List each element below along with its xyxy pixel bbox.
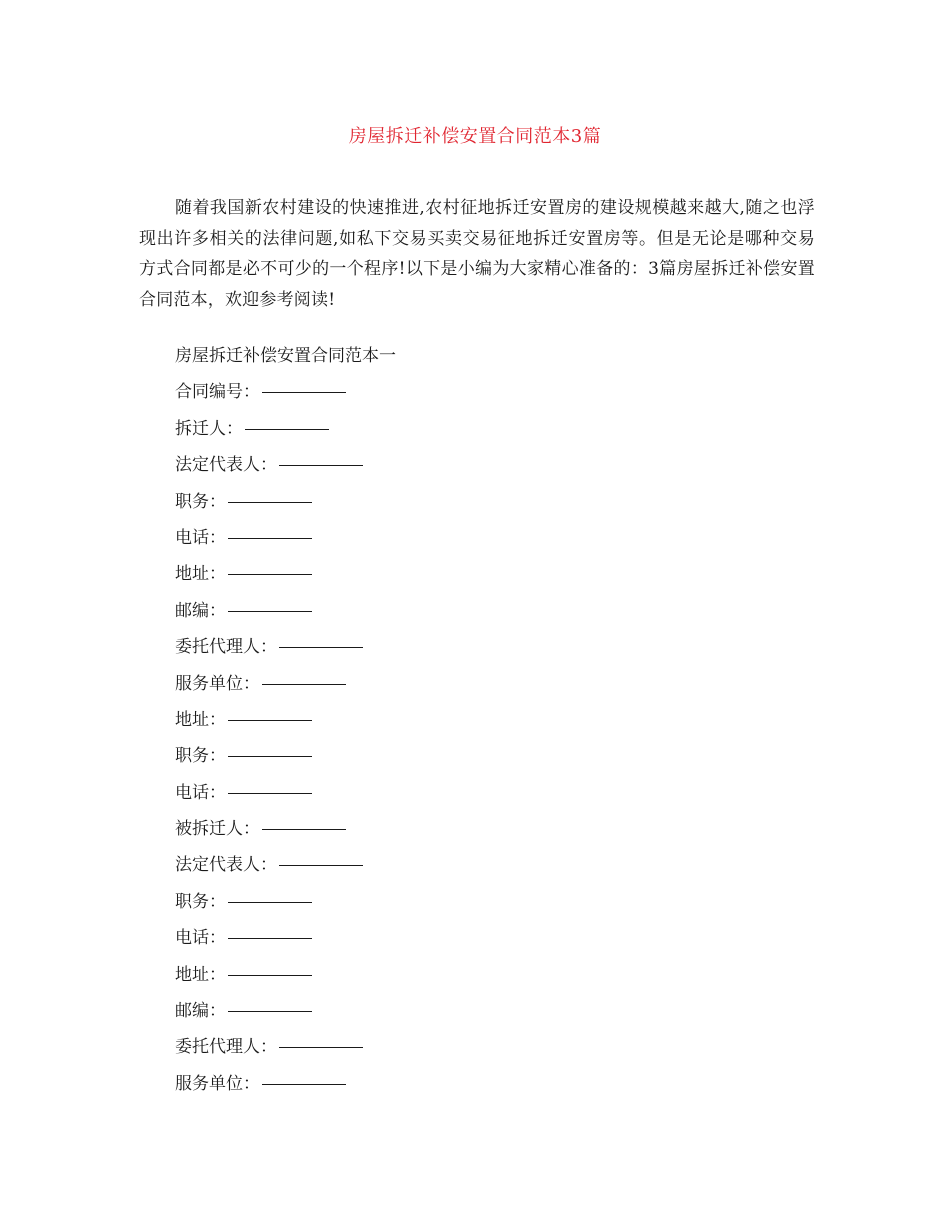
field-label: 委托代理人： bbox=[175, 637, 277, 658]
contract-field bbox=[175, 666, 815, 702]
field-blank-line bbox=[279, 845, 363, 866]
field-blank-line bbox=[262, 1064, 346, 1085]
contract-field bbox=[175, 1029, 815, 1065]
contract-field bbox=[175, 847, 815, 883]
contract-field bbox=[175, 411, 815, 447]
field-label: 电话： bbox=[175, 527, 226, 548]
field-label: 邮编： bbox=[175, 600, 226, 621]
field-label: 电话： bbox=[175, 782, 226, 803]
contract-field bbox=[175, 920, 815, 956]
field-blank-line bbox=[228, 554, 312, 575]
contract-field bbox=[175, 520, 815, 556]
document-title: 房屋拆迁补偿安置合同范本3篇 bbox=[348, 126, 602, 147]
contract-field bbox=[175, 1066, 815, 1102]
field-blank-line bbox=[228, 736, 312, 757]
field-label: 拆迁人： bbox=[175, 418, 243, 439]
field-label: 法定代表人： bbox=[175, 855, 277, 876]
field-label: 法定代表人： bbox=[175, 455, 277, 476]
field-blank-line bbox=[228, 482, 312, 503]
contract-field bbox=[175, 447, 815, 483]
contract-field bbox=[175, 374, 815, 410]
contract-field-list bbox=[175, 338, 815, 1102]
field-blank-line bbox=[228, 991, 312, 1012]
contract-field bbox=[175, 484, 815, 520]
field-label: 合同编号： bbox=[175, 382, 260, 403]
field-blank-line bbox=[245, 409, 329, 430]
field-blank-line bbox=[262, 809, 346, 830]
field-blank-line bbox=[262, 372, 346, 393]
field-blank-line bbox=[279, 627, 363, 648]
contract-field bbox=[175, 702, 815, 738]
contract-field bbox=[175, 629, 815, 665]
field-label: 服务单位： bbox=[175, 673, 260, 694]
field-blank-line bbox=[279, 1027, 363, 1048]
field-blank-line bbox=[228, 518, 312, 539]
field-blank-line bbox=[228, 773, 312, 794]
field-label: 邮编： bbox=[175, 1001, 226, 1022]
contract-field bbox=[175, 775, 815, 811]
field-blank-line bbox=[228, 700, 312, 721]
field-blank-line bbox=[228, 591, 312, 612]
field-label: 委托代理人： bbox=[175, 1037, 277, 1058]
contract-field bbox=[175, 738, 815, 774]
intro-paragraph: 随着我国新农村建设的快速推进,农村征地拆迁安置房的建设规模越来越大,随之也浮现出许多相关的法律问题,如私下交易买卖交易征地拆迁安置房等。但是无论是哪种交易方式合同都是必不可少的一个程序!以下是小编为大家精心准备的：3篇房屋拆迁补偿安置合同范本，欢迎参考阅读! bbox=[139, 198, 815, 310]
field-blank-line bbox=[228, 955, 312, 976]
field-blank-line bbox=[262, 664, 346, 685]
section-heading: 房屋拆迁补偿安置合同范本一 bbox=[175, 346, 396, 366]
field-blank-line bbox=[228, 918, 312, 939]
contract-field bbox=[175, 884, 815, 920]
field-label: 电话： bbox=[175, 928, 226, 949]
field-label: 被拆迁人： bbox=[175, 819, 260, 840]
field-label: 地址： bbox=[175, 709, 226, 730]
contract-field bbox=[175, 593, 815, 629]
contract-field bbox=[175, 811, 815, 847]
contract-field bbox=[175, 556, 815, 592]
field-blank-line bbox=[228, 882, 312, 903]
field-label: 地址： bbox=[175, 964, 226, 985]
contract-field bbox=[175, 957, 815, 993]
field-blank-line bbox=[279, 445, 363, 466]
field-label: 职务： bbox=[175, 746, 226, 767]
contract-field bbox=[175, 993, 815, 1029]
field-label: 服务单位： bbox=[175, 1073, 260, 1094]
field-label: 职务： bbox=[175, 891, 226, 912]
field-label: 地址： bbox=[175, 564, 226, 585]
field-label: 职务： bbox=[175, 491, 226, 512]
